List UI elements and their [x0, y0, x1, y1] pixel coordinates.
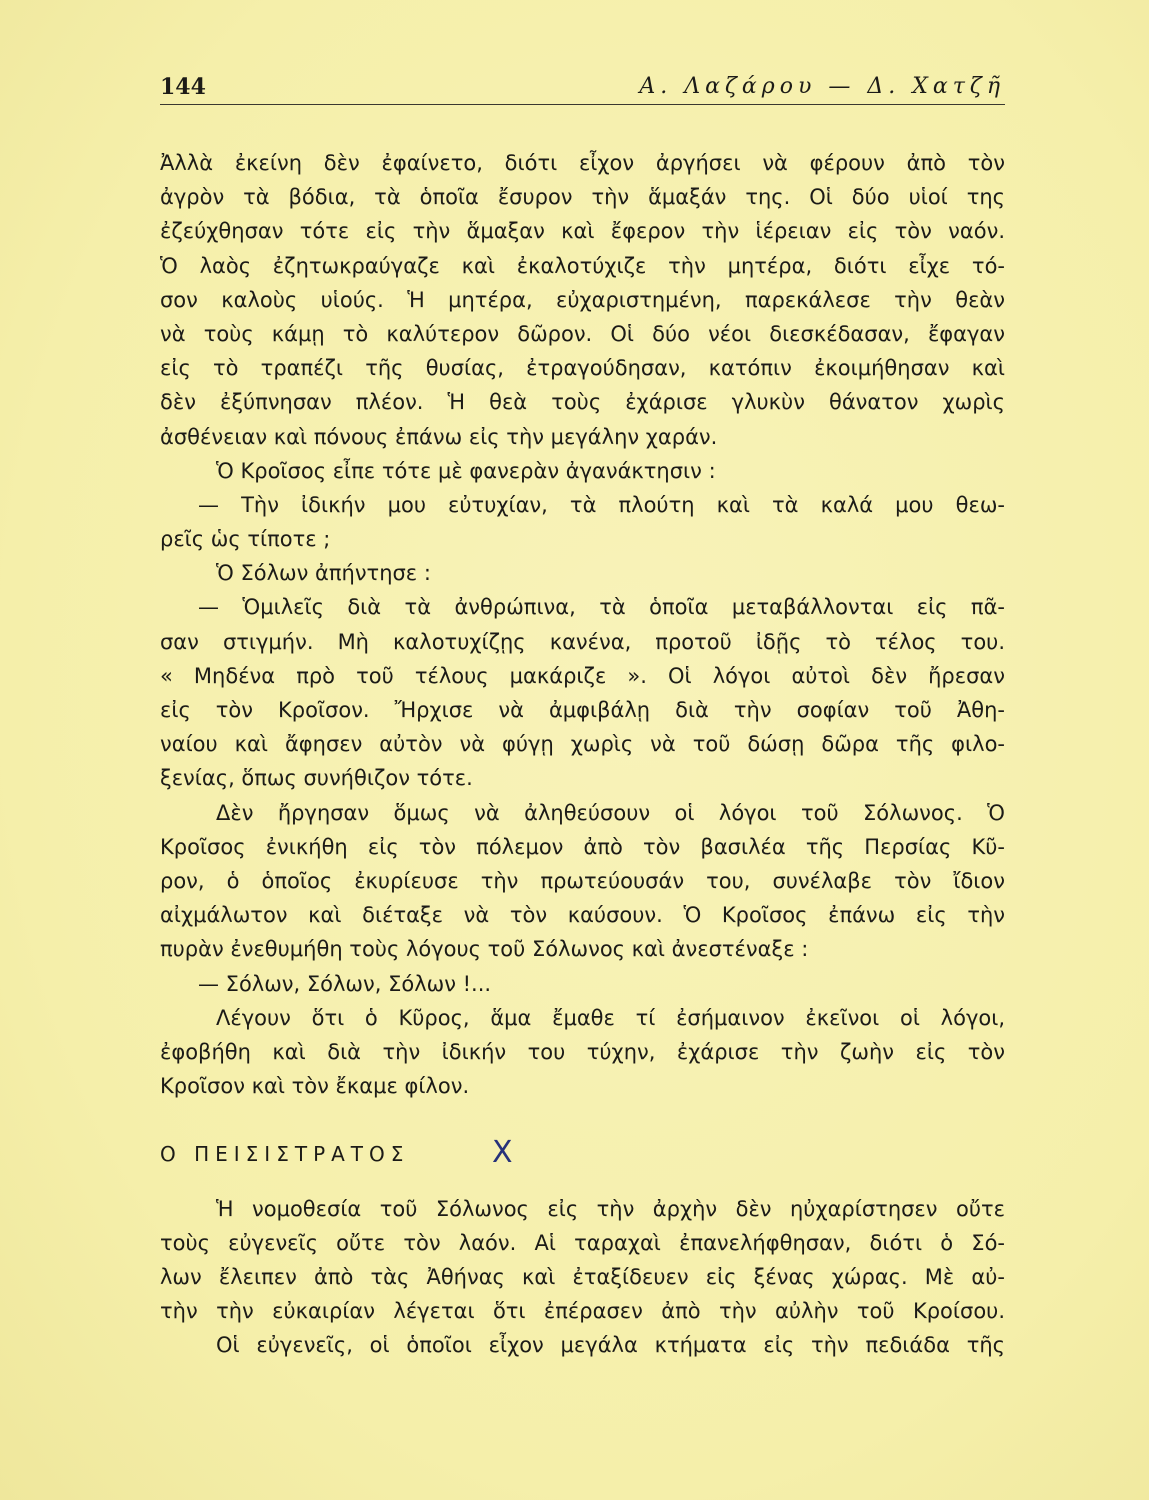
spacer — [160, 1103, 1005, 1137]
page-header — [160, 74, 1005, 108]
text-line: Κροῖσος ἐνικήθη εἰς τὸν πόλεμον ἀπὸ τὸν βασιλέα τῆς Περσίας Κῦ- — [160, 834, 1005, 859]
text-line: ἐφοβήθη καὶ διὰ τὴν ἰδικήν του τύχην, ἐχάρισε τὴν ζωὴν εἰς τὸν — [160, 1039, 1005, 1064]
text-line: ρεῖς ὡς τίποτε ; — [160, 527, 331, 552]
handwritten-x-mark: X — [492, 1135, 513, 1171]
text-line: Δὲν ἤργησαν ὅμως νὰ ἀληθεύσουν οἱ λόγοι τοῦ Σόλωνος. Ὁ — [216, 800, 1005, 825]
text-line: τὴν τὴν εὐκαιρίαν λέγεται ὅτι ἐπέρασεν ἀπὸ τὴν αὐλὴν τοῦ Κροίσου. — [160, 1299, 1005, 1324]
text-line: πυρὰν ἐνεθυμήθη τοὺς λόγους τοῦ Σόλωνος καὶ ἀνεστέναξε : — [160, 937, 809, 962]
text-line: Οἱ εὐγενεῖς, οἱ ὁποῖοι εἶχον μεγάλα κτήματα εἰς τὴν πεδιάδα τῆς — [216, 1333, 1005, 1358]
text-line: Ὁ Σόλων ἀπήντησε : — [216, 561, 431, 586]
text-line: εἰς τὸ τραπέζι τῆς θυσίας, ἐτραγούδησαν, κατόπιν ἐκοιμήθησαν καὶ — [160, 356, 1005, 381]
text-line: Ἡ νομοθεσία τοῦ Σόλωνος εἰς τὴν ἀρχὴν δὲν ηὐχαρίστησεν οὔτε — [216, 1196, 1005, 1221]
text-line: « Μηδένα πρὸ τοῦ τέλους μακάριζε ». Οἱ λόγοι αὐτοὶ δὲν ἤρεσαν — [160, 663, 1005, 688]
text-line: Κροῖσον καὶ τὸν ἔκαμε φίλον. — [160, 1074, 470, 1099]
body-text — [160, 146, 1005, 1363]
header-rule — [160, 104, 1005, 105]
text-line: σον καλοὺς υἱούς. Ἡ μητέρα, εὐχαριστημένη, παρεκάλεσε τὴν θεὰν — [160, 287, 1005, 312]
text-line: ἀγρὸν τὰ βόδια, τὰ ὁποῖα ἔσυρον τὴν ἅμαξάν της. Οἱ δύο υἱοί της — [160, 185, 1005, 210]
text-line: ξενίας, ὅπως συνήθιζον τότε. — [160, 766, 473, 791]
text-line: δὲν ἐξύπνησαν πλέον. Ἡ θεὰ τοὺς ἐχάρισε γλυκὺν θάνατον χωρὶς — [160, 390, 1005, 415]
text-line: ρον, ὁ ὁποῖος ἐκυρίευσε τὴν πρωτεύουσάν του, συνέλαβε τὸν ἴδιον — [160, 868, 1005, 893]
page-number: 144 — [160, 74, 206, 100]
text-line: νὰ τοὺς κάμῃ τὸ καλύτερον δῶρον. Οἱ δύο νέοι διεσκέδασαν, ἔφαγαν — [160, 321, 1005, 346]
section-heading — [160, 1137, 1005, 1171]
text-line: εἰς τὸν Κροῖσον. Ἤρχισε νὰ ἀμφιβάλῃ διὰ τὴν σοφίαν τοῦ Ἀθη- — [160, 698, 1005, 722]
text-line: σαν στιγμήν. Μὴ καλοτυχίζῃς κανένα, προτοῦ ἰδῇς τὸ τέλος του. — [160, 629, 1005, 654]
spacer — [160, 1172, 1005, 1192]
text-line: — Τὴν ἰδικήν μου εὐτυχίαν, τὰ πλούτη καὶ τὰ καλά μου θεω- — [198, 492, 1005, 517]
text-line: Ὁ Κροῖσος εἶπε τότε μὲ φανερὰν ἀγανάκτησιν : — [216, 458, 716, 483]
text-line: ναίου καὶ ἄφησεν αὐτὸν νὰ φύγῃ χωρὶς νὰ τοῦ δώσῃ δῶρα τῆς φιλο- — [160, 732, 1005, 757]
text-line: Ἀλλὰ ἐκείνη δὲν ἐφαίνετο, διότι εἶχον ἀργήσει νὰ φέρουν ἀπὸ τὸν — [160, 151, 1005, 175]
text-line: — Σόλων, Σόλων, Σόλων !... — [198, 971, 492, 996]
text-line: — Ὁμιλεῖς διὰ τὰ ἀνθρώπινα, τὰ ὁποῖα μεταβάλλονται εἰς πᾶ- — [198, 595, 1005, 620]
text-line: ἀσθένειαν καὶ πόνους ἐπάνω εἰς τὴν μεγάλην χαράν. — [160, 424, 718, 449]
text-line: ἐζεύχθησαν τότε εἰς τὴν ἅμαξαν καὶ ἔφερον τὴν ἱέρειαν εἰς τὸν ναόν. — [160, 219, 1005, 244]
text-line: τοὺς εὐγενεῖς οὔτε τὸν λαόν. Αἱ ταραχαὶ ἐπανελήφθησαν, διότι ὁ Σό- — [160, 1230, 1005, 1255]
text-line: λων ἔλειπεν ἀπὸ τὰς Ἀθήνας καὶ ἐταξίδευεν εἰς ξένας χώρας. Μὲ αὐ- — [160, 1265, 1005, 1289]
text-line: Λέγουν ὅτι ὁ Κῦρος, ἅμα ἔμαθε τί ἐσήμαινον ἐκεῖνοι οἱ λόγοι, — [216, 1005, 1005, 1030]
section-title: Ο ΠΕΙΣΙΣΤΡΑΤΟΣ — [160, 1142, 410, 1167]
running-head: Α. Λαζάρου — Δ. Χατζῆ — [639, 74, 1005, 99]
text-line: αἰχμάλωτον καὶ διέταξε νὰ τὸν καύσουν. Ὁ Κροῖσος ἐπάνω εἰς τὴν — [160, 903, 1005, 928]
text-line: Ὁ λαὸς ἐζητωκραύγαζε καὶ ἐκαλοτύχιζε τὴν μητέρα, διότι εἶχε τό- — [160, 253, 1005, 278]
